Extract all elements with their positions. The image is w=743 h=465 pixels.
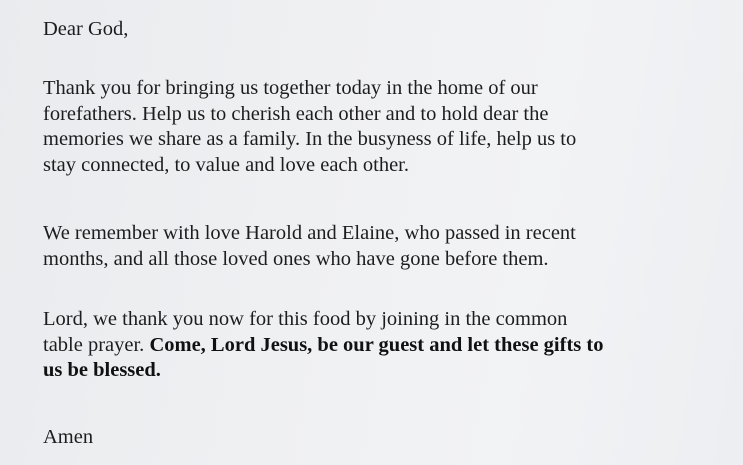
paragraph-line: forefathers. Help us to cherish each other and to hold dear the <box>43 102 549 125</box>
paragraph-line: Thank you for bringing us together today in the home of our <box>43 77 538 99</box>
paragraph-gratitude <box>43 76 741 178</box>
paragraph-remembrance <box>43 221 741 272</box>
paragraph-line: We remember with love Harold and Elaine, who passed in recent <box>43 222 576 244</box>
paragraph-line: months, and all those loved ones who have gone before them. <box>43 247 549 270</box>
paragraph-line-bold <box>43 358 741 384</box>
paragraph-line: Lord, we thank you now for this food by joining in the common <box>43 308 568 330</box>
prayer-bold-text-end: us be blessed. <box>43 359 161 381</box>
salutation <box>43 17 741 43</box>
paragraph-line-mixed <box>43 333 741 359</box>
closing <box>43 425 741 451</box>
prayer-bold-text: Come, Lord Jesus, be our guest and let these gifts to <box>149 333 604 356</box>
paragraph-line: stay connected, to value and love each other. <box>43 153 410 176</box>
salutation-text: Dear God, <box>43 18 129 40</box>
paragraph-table-prayer <box>43 307 741 384</box>
prayer-intro-text: table prayer. <box>43 333 150 356</box>
paragraph-line: memories we share as a family. In the busyness of life, help us to <box>43 128 577 150</box>
closing-text: Amen <box>43 426 94 448</box>
